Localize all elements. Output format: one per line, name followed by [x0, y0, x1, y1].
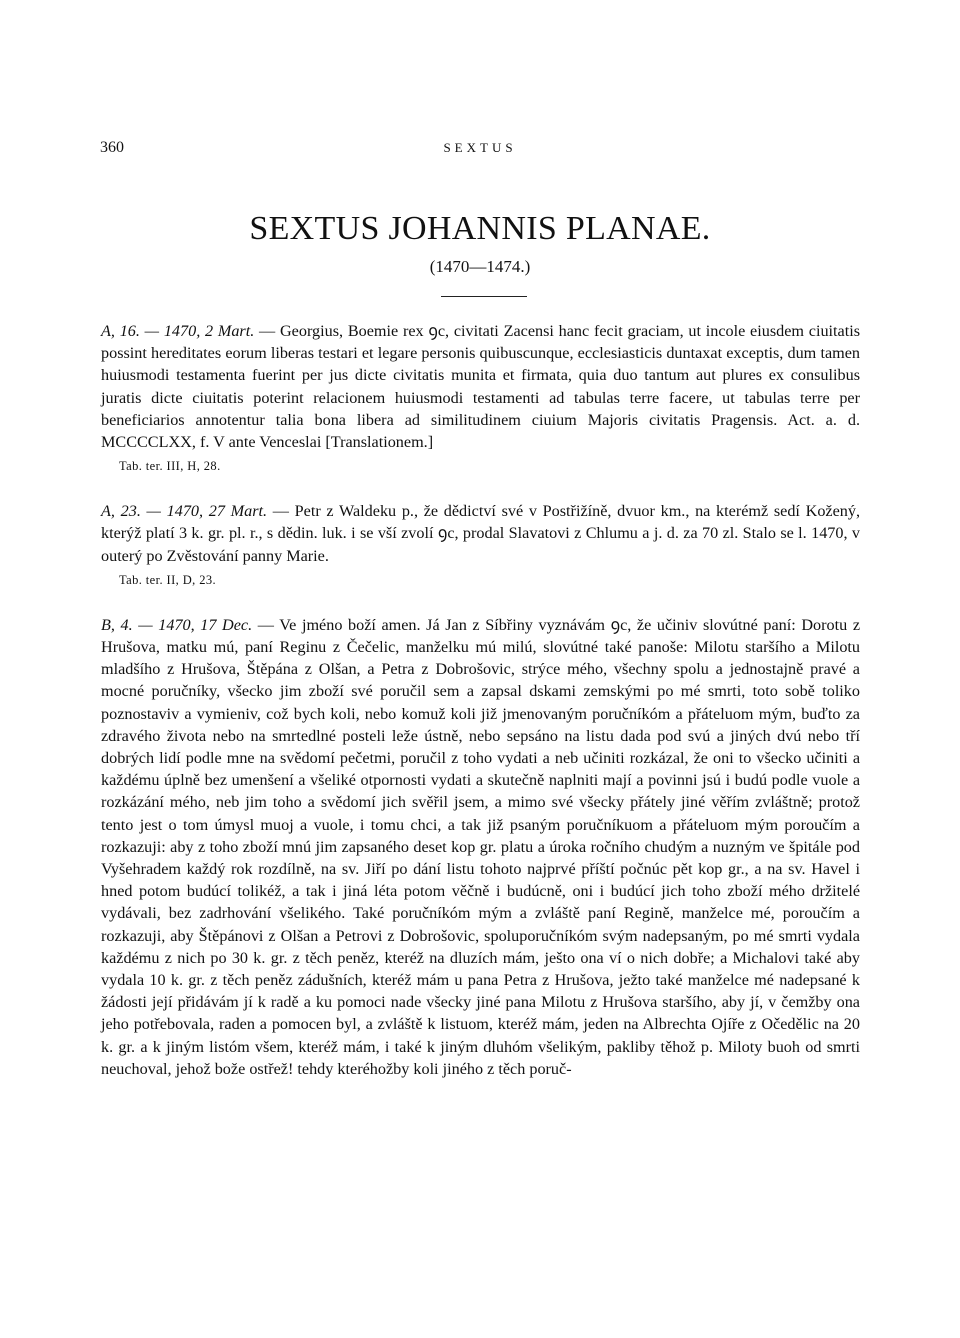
entry-gap — [101, 476, 860, 500]
document-years: (1470—1474.) — [429, 257, 531, 276]
entry-paragraph — [101, 320, 860, 453]
entry-paragraph — [101, 500, 860, 567]
entry-heading: A, 16. — 1470, 2 Mart. — [101, 322, 255, 340]
running-title: SEXTUS — [443, 140, 517, 155]
entry-text: — Petr z Waldeku p., že dědictví své v Postřižíně, dvuor km., na kterémž sedí Kožený, kterýž platí 3 k. gr. pl. r., s dědin. luk. i se vší zvolí ꝯc, prodal Slavatovi z Chlumu a j. d. za 70 zl. Stalo se l. 1470, v outerý po Zvěstování panny Marie. — [101, 502, 861, 565]
entry-paragraph — [101, 614, 860, 1080]
document-title: SEXTUS JOHANNIS PLANAE. — [249, 210, 711, 247]
entry-heading: A, 23. — 1470, 27 Mart. — [101, 502, 268, 521]
entry-text: — Ve jméno boží amen. Já Jan z Síbřiny vyznávám ꝯc, že učiniv slovútné paní: Dorotu z Hrušova, matku mú, paní Reginu z Čečelic, manželku mú milú, slovútné také panoše: Milotu staršího a Milotu mladšího z Hrušova, Štěpána z Olšan, a Petra z Dobrošovic, strýce mého, všechny spolu a jednostajně pravé a mocné poručníky, všecko jim zboží své poručil sem a zapsal dskami zemskými po mé smrti, toto sobě toliko poznostaviv a vymieniv, což bych koli, nebo komuž koli již jmenovaným poručníkóm a přáteluom mým, buďto za zdravého života nebo na smrtedlné posteli leže ústně, nebo sepsáno na listu dada pod svú a jiných dvú nebo tří dobrých lidí podle mne na svědomí pečetmi, poručil z toho vydati a neb učiniti rozkázal, že oni to všecko učiniti a každému úplně bez umenšení a všeliké otpornosti vydati a skutečně naplniti mají a povinni jsú i budú podle vuole a rozkázání mého, neb jim toho a svědomí jich svěřil jsem, a mimo své všecky přátely jiné věřím zvláštně; protož tento jest o tom úmysl muoj a vuole, i tomu chci, a tak již psaným poručníkuom a přáteluom mým poroučím a rozkazuji: aby z toho zboží mnú jim zapsaného deset kop gr. platu a úroka ročního chudým a nuzným ve špitále pod Vyšehradem každý rok rozdílně, na sv. Jiří po dání listu tohoto najprvé příští počnúc pět kop gr., a na sv. Havel i hned potom budúcí tolikéž, a tak i jiná léta potom věčně i budúcně, oni i budúcí jich toho zboží mého držitelé vydávali, bez zadrhování všelikého. Také poručníkóm mým a zvláště paní Regině, manželce mé, poroučím a rozkazuji, aby Štěpánovi z Olšan a Petrovi z Dobrošovic, spoluporučníkóm svým nadepsaným, po mé smrti vydala každému z nich po 30 k. gr. z těch peněz, kteréž na dluzích mám, ješto ona ví o nich dobře; a Michalovi také aby vydala 10 k. gr. z těch peněz zádušních, kteréž mám u pana Petra z Hrušova, ježto také manželce mé nadepsané k žádosti její přidávám jí k radě a ku pomoci nade všecky jiné pana Milotu z Hrušova staršího, aby jí, v čemžby ona jeho potřebovala, raden a pomocen byl, a zvláště k listuom, kteréž mám, jeden na Albrechta Ojíře z Očedělic na 20 k. gr. a k jiným listóm všem, kteréž mám, i také k jiným dluhóm všelikým, pakliby těhož p. Miloty buoh od smrti neuchoval, jehož bože ostřež! tehdy kteréhožby koli jiného z těch poruč- — [101, 615, 860, 1078]
entry-heading: B, 4. — 1470, 17 Dec. — [101, 615, 253, 634]
source-reference: Tab. ter. II, D, 23. — [119, 572, 217, 587]
page-number: 360 — [100, 139, 124, 156]
source-reference: Tab. ter. III, H, 28. — [119, 459, 221, 474]
running-header — [100, 139, 860, 159]
entry-text: — Georgius, Boemie rex ꝯc, civitati Zacensi hanc fecit graciam, ut incole eiusdem ciuitatis possint hereditates eorum liberas testari et legare personis quibuscunque, ecclesiasticis duntaxat exceptis, dum tamen huiusmodi testamenta fuerint per jus dicte civitatis munita et firmata, quia duo tantum aut plures ex consulibus juratis dicte ciuitatis poterint relacionem huiusmodi testamenti ad tabulas terre facere, ut tabulas terre per beneficiarios annotentur talia bona libera ad similitudinem ciuium Majoris civitatis Pragensis. Act. a. d. MCCCCLXX, f. V ante Venceslai [Translationem.] — [101, 322, 861, 452]
document-body — [101, 320, 860, 1080]
entry-gap — [101, 590, 860, 614]
title-divider — [441, 296, 527, 297]
